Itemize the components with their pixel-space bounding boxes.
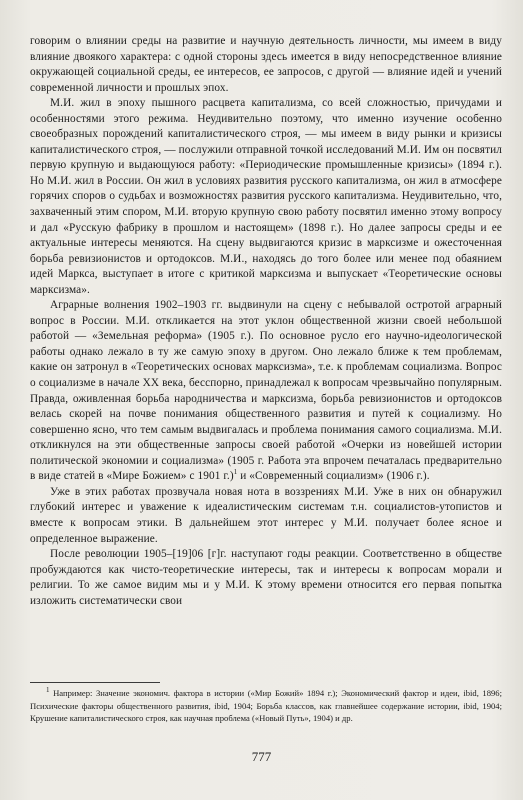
paragraph-1: говорим о влиянии среды на развитие и научную деятельность личности, мы имеем в виду влияние двоякого характера: с одной стороны здесь имеется в виду непосредственное влияние окружающей социальной среды, ее интересов, ее запросов, с другой — влияние идей и учений современной личности и прошлых эпох.	[30, 35, 502, 94]
footnote-number: 1	[46, 686, 50, 695]
paragraph-3	[30, 298, 502, 485]
paragraph-3-text: Аграрные волнения 1902–1903 гг. выдвинули на сцену с небывалой остротой аграрный вопрос в России. М.И. откликается на этот уклон общественной жизни своей небольшой работой — «Земельная реформа» (1905 г.). По основное русло его научно-идеологической работы однако лежало в ту же самую эпоху в другом. Оно лежало ближе к тем проблемам, какие он затронул в «Теоретических основах марксизма», т.е. к проблемам социализма. Вопрос о социализме в начале XX века, бесспорно, принадлежал к вопросам чрезвычайно популярным. Правда, оживленная борьба народничества и марксизма, борьба ревизионистов и ортодоксов велась скорей на почве понимания общественного развития и путей к социализму. Но совершенно ясно, что тем самым выдвигалась и проблема понимания самого социализма. М.И. откликнулся на эти общественные запросы своей работой «Очерки из новейшей истории политической экономии и социализма» (1905 г. Работа эта впрочем печаталась предварительно в виде статей в «Мире Божием» с 1901 г.)	[30, 299, 502, 483]
page-number: 777	[251, 749, 272, 764]
footnote-text: Например: Значение экономич. фактора в истории («Мир Божий» 1894 г.); Экономический фактор и идеи, ibid, 1896; Психические факторы общественного развития, ibid, 1904; Борьба классов, как главнейшее содержание истории, ibid, 1904; Крушение капиталистического строя, как научная проблема («Новый Путь», 1904) и др.	[30, 688, 502, 724]
paragraph-2: М.И. жил в эпоху пышного расцвета капитализма, со всей сложностью, причудами и особенностями этого режима. Неудивительно поэтому, что именно изучение особенно своеобразных порождений капиталистического строя, — мы имеем в виду рынки и кризисы капиталистического строя, — послужили отправной точкой исследований М.И. Им он посвятил первую крупную и выдающуюся работу: «Периодические промышленные кризисы» (1894 г.). Но М.И. жил в России. Он жил в условиях развития русского капитализма, он жил в атмосфере горячих споров о судьбах и возможностях развития русского капитализма. Неудивительно, что, захваченный этим спором, М.И. вторую крупную свою работу посвятил именно этому вопросу и дал «Русскую фабрику в прошлом и настоящем» (1898 г.). Но далее запросы среды и ее актуальные интересы меняются. На сцену выдвигаются кризис в марксизме и ожесточенная борьба ревизионистов и ортодоксов. М.И., находясь до того более или менее под обаянием идей Маркса, выступает в итоге с критикой марксизма и выпускает «Теоретические основы марксизма».	[30, 97, 502, 296]
footnote-divider	[30, 682, 160, 683]
paragraph-4: Уже в этих работах прозвучала новая нота в воззрениях М.И. Уже в них он обнаружил глубокий интерес и уважение к идеалистическим системам т.н. социалистов-утопистов и вместе к вопросам этики. В дальнейшем этот интерес у М.И. получает более ясное и определенное выражение.	[30, 485, 502, 545]
paragraph-3-end: и «Современный социализм» (1906 г.).	[237, 470, 430, 483]
body-text	[30, 34, 502, 609]
footnote-marker: 1	[233, 468, 238, 477]
paragraph-5: После революции 1905–[19]06 [г]г. наступают годы реакции. Соответственно в обществе пробуждаются как чисто-теоретические интересы, так и интересы к вопросам морали и религии. То же самое видим мы и у М.И. К этому времени относится его первая попытка изложить систематически свои	[30, 548, 502, 607]
footnote	[30, 687, 502, 725]
